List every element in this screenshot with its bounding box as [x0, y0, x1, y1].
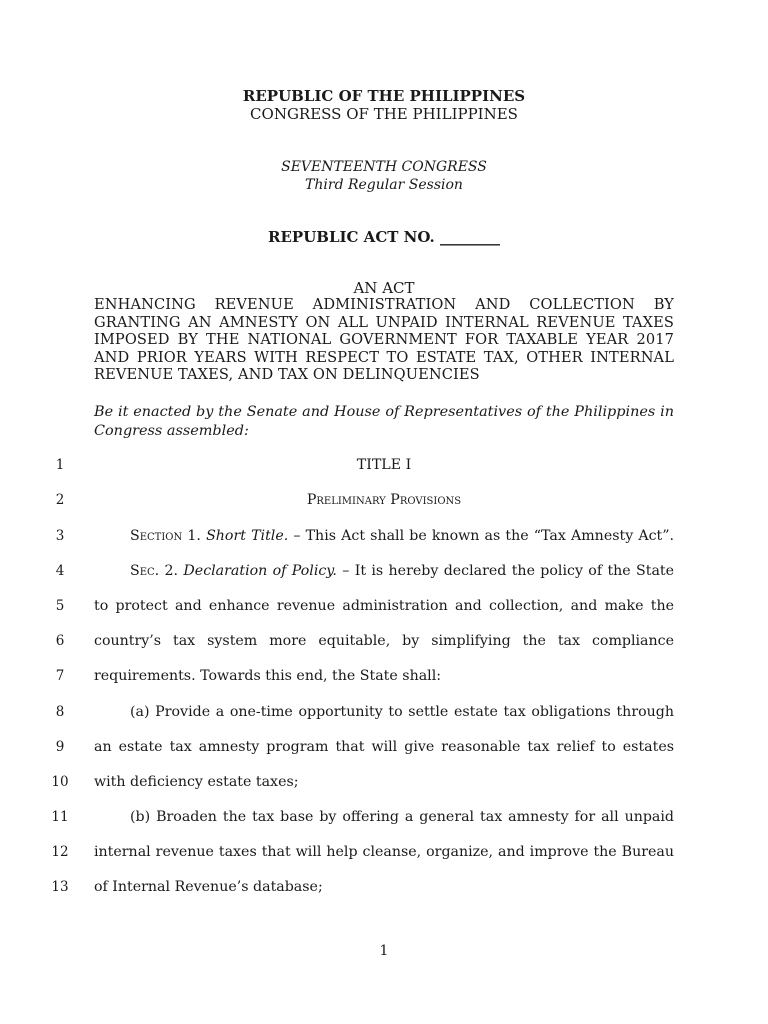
act-title — [94, 296, 674, 384]
title-heading: TITLE I — [356, 457, 412, 473]
line-number: 3 — [55, 528, 65, 544]
header-republic: REPUBLIC OF THE PHILIPPINES — [242, 87, 526, 105]
enacting-clause-line: Be it enacted by the Senate and House of Representatives of the Philippines in — [94, 404, 674, 420]
body-text-line: to protect and enhance revenue administration and collection, and make the — [94, 598, 674, 614]
section-1-line — [94, 527, 674, 545]
line-number: 7 — [55, 668, 65, 684]
page-number: 1 — [379, 943, 389, 959]
line-number: 6 — [55, 633, 65, 649]
act-title-line: AND PRIOR YEARS WITH RESPECT TO ESTATE TAX, OTHER INTERNAL — [94, 348, 674, 366]
act-title-line: ENHANCING REVENUE ADMINISTRATION AND COLLECTION BY — [94, 296, 674, 313]
section-text: – It is hereby declared the policy of the State — [336, 563, 675, 579]
act-title-line: GRANTING AN AMNESTY ON ALL UNPAID INTERNAL REVENUE TAXES — [94, 313, 674, 331]
an-act-label: AN ACT — [353, 279, 415, 297]
line-number: 13 — [51, 879, 69, 895]
line-number: 8 — [55, 704, 65, 720]
session-name: SEVENTEENTH CONGRESS — [281, 159, 487, 175]
body-text-line: with deficiency estate taxes; — [94, 774, 299, 790]
body-text-line: requirements. Towards this end, the State shall: — [94, 668, 442, 684]
body-text-line: of Internal Revenue’s database; — [94, 879, 323, 895]
line-number: 4 — [55, 563, 65, 579]
session-type: Third Regular Session — [305, 177, 463, 193]
line-number: 1 — [55, 457, 65, 473]
line-number: 5 — [55, 598, 65, 614]
body-text-line: (b) Broaden the tax base by offering a general tax amnesty for all unpaid — [130, 809, 674, 825]
act-title-line: IMPOSED BY THE NATIONAL GOVERNMENT FOR TAXABLE YEAR 2017 — [94, 331, 674, 349]
line-number: 2 — [55, 492, 65, 508]
section-text: – This Act shall be known as the “Tax Amnesty Act”. — [288, 528, 675, 544]
body-text-line: an estate tax amnesty program that will give reasonable tax relief to estates — [94, 739, 674, 755]
republic-act-number: REPUBLIC ACT NO. ________ — [268, 228, 500, 246]
section-label: Sec. 2. — [130, 563, 179, 579]
line-number: 9 — [55, 739, 65, 755]
act-title-line: REVENUE TAXES, AND TAX ON DELINQUENCIES — [94, 366, 480, 384]
section-label: Section 1. — [130, 528, 201, 544]
enacting-clause — [94, 403, 674, 441]
chapter-heading: Preliminary Provisions — [306, 492, 462, 508]
enacting-clause-line: Congress assembled: — [94, 423, 249, 439]
body-text-line: (a) Provide a one-time opportunity to settle estate tax obligations through — [130, 704, 674, 720]
section-heading: Declaration of Policy. — [183, 563, 337, 579]
body-text-line: internal revenue taxes that will help cleanse, organize, and improve the Bureau — [94, 844, 674, 860]
line-number: 12 — [51, 844, 69, 860]
line-number: 11 — [51, 809, 69, 825]
body-text-line: country’s tax system more equitable, by simplifying the tax compliance — [94, 633, 674, 649]
section-heading: Short Title. — [206, 528, 289, 544]
line-number: 10 — [51, 774, 69, 790]
section-2-line — [94, 562, 674, 580]
header-congress: CONGRESS OF THE PHILIPPINES — [250, 105, 518, 123]
